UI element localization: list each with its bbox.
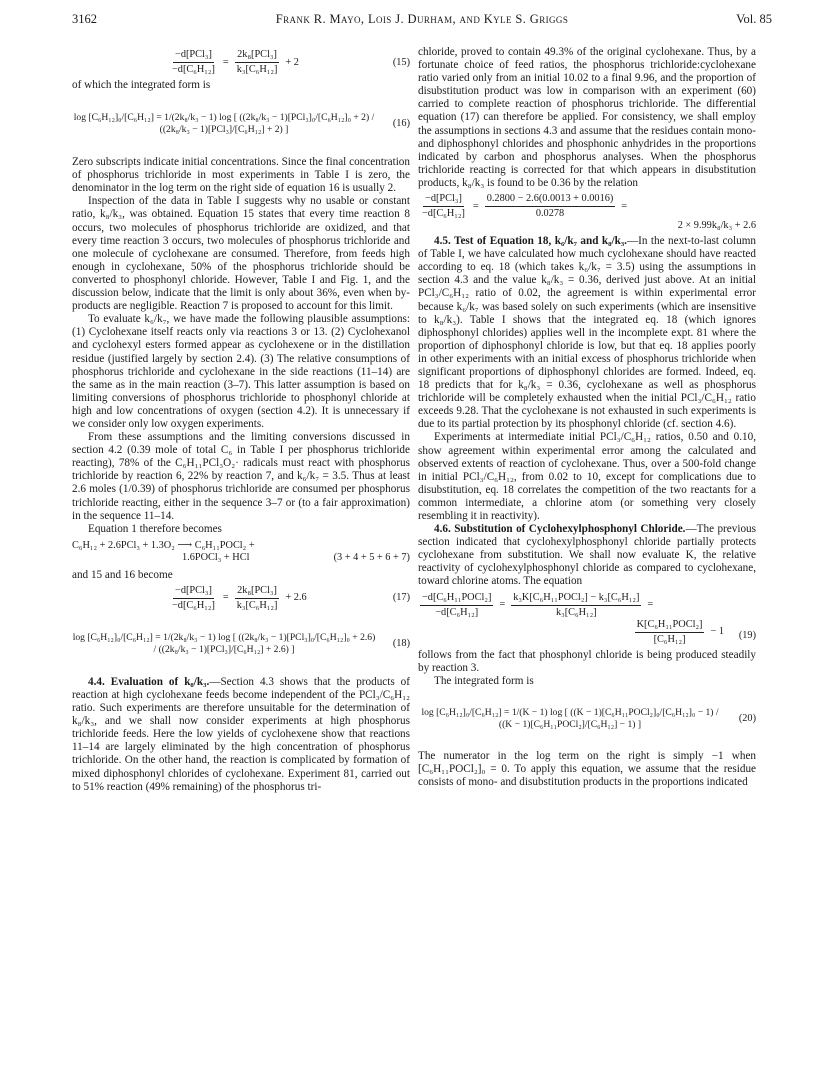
page-number: 3162 — [72, 12, 97, 26]
equation-16: log [C₆H₁₂]₀/[C₆H₁₂] = 1/(2k₈/k₃ − 1) log [ ((2k₈/k₃ − 1)[PCl₃]₀/[C₆H₁₂]₀ + 2) / ((2k₈/k₃ − 1)[PCl₃]/[C₆H₁₂] + 2) ] (16) — [73, 112, 410, 136]
left-column — [72, 46, 410, 794]
section-heading: 4.4. Evaluation of k₈/k₃. — [88, 675, 210, 688]
paragraph: of which the integrated form is — [72, 79, 211, 91]
section-4-5: 4.5. Test of Equation 18, k₆/k₇ and k₈/k₃.—In the next-to-last column of Table I, we have calculated how much cyclohexane should have reacted according to eq. 18 (which takes k₆/k₇ = 3.5) using the assumptions in section 4.3 and the value k₈/k₃ = 0.36, derived just above. At an initial PCl₃/C₆H₁₂ ratio of 0.02, the agreement is within experimental error because k₆/k₇ was based solely on such experiments (which are insensitive to k₈/k₃). Table I shows that the integrated eq. 18 (which ignores diphosphonyl chlorides) applies well in the incomplete expt. 81 where the proportion of diphosphonyl chloride is low, but that eq. 18 applies poorly in other experiments with an initial excess of phosphorus trichloride when significant proportions of diphosphonyl chlorides are formed. Indeed, eq. 18 predicts that for k₈/k₃ = 0.36, cyclohexane as well as phosphorus trichloride will be completely exhausted when the initial PCl₃/C₆H₁₂ ratio exceeds 9.28. That the cyclohexane is not exhausted in such experiments is due to its partial protection by its phosphonyl chloride (cf. section 4.6). — [418, 235, 756, 431]
running-header — [72, 12, 772, 32]
equation-18: log [C₆H₁₂]₀/[C₆H₁₂] = 1/(2k₈/k₃ − 1) log [ ((2k₈/k₃ − 1)[PCl₃]₀/[C₆H₁₂]₀ + 2.6) / ((2k₈/k₃ − 1)[PCl₃]/[C₆H₁₂] + 2.6) ] (18) — [72, 631, 410, 655]
section-heading: 4.6. Substitution of Cyclohexylphosphonyl Chloride. — [434, 523, 686, 536]
volume-number: Vol. 85 — [736, 12, 772, 26]
equation-19: $\frac{\text{−d[C₆H₁₁POCl₂]}}{\text{−d[C₆H₁₂]}}$ = $\frac{\text{k₃K[C₆H₁₁POCl₂] − k₃[C₆H₁₂]}}{\text{k₃[C₆H₁₂]}}$ = $\frac{\text{K[C₆H₁₁POCl₂]}}{\text{[C₆H₁₂]}}$ − 1 (19) — [422, 591, 756, 645]
equation-number: (20) — [738, 712, 756, 724]
equation-17: $\frac{\text{−d[PCl₃]}}{\text{−d[C₆H₁₂]}}$ = $\frac{\text{2k₈[PCl₃]}}{\text{k₃[C₆H₁₂]}}$ + 2.6 (17) — [172, 584, 410, 611]
section-4-4: 4.4. Evaluation of k₈/k₃.—Section 4.3 shows that the products of reaction at high cyclohexane feeds become independent of the PCl₃/C₆H₁₂ ratio. Such experiments are therefore unsuitable for the determination of k₈/k₃, and we shall now consider experiments at high phosphorus trichloride feeds. Here the low yields of cyclohexene show that reactions 11–14 are largely eliminated by the high concentration of phosphorus trichloride. On the other hand, the reaction is complicated by formation of mixed diphosphonyl chlorides of cyclohexane. Experiment 81, carried out to 51% reaction (49% remaining) of the phosphorus tri- — [72, 675, 410, 793]
paragraph: Experiments at intermediate initial PCl₃/C₆H₁₂ ratios, 0.50 and 0.10, show agreement within experimental error among the calculated and observed extents of reaction of cyclohexane. Thus, over a 500-fold change in initial PCl₃/C₆H₁₂, from 0.02 to 10, except for complications due to disubstitution, eq. 18 correlates the competition of the two reactants for a common intermediate, a chlorine atom (or something very closely resembling it in reactivity). — [418, 431, 756, 522]
running-head-authors: Frank R. Mayo, Lois J. Durham, and Kyle S. Griggs — [275, 12, 569, 26]
paragraph: The numerator in the log term on the right is simply −1 when [C₆H₁₁POCl₂]₀ = 0. To apply this equation, we assume that the residue consists of mono- and disubstitution products in the proportions indicated — [418, 749, 756, 789]
section-heading: 4.5. Test of Equation 18, k₆/k₇ and k₈/k₃. — [434, 235, 627, 248]
section-4-6: 4.6. Substitution of Cyclohexylphosphonyl Chloride.—The previous section indicated that cyclohexylphosphonyl chloride partially protects cyclohexane from substitution. We shall now evaluate K, the relative reactivity of cyclohexylphosphonyl chloride as compared to cyclohexane, toward chlorine atoms. The equation — [418, 523, 756, 588]
paragraph: Zero subscripts indicate initial concentrations. Since the final concentration of phosphorus trichloride in most experiments in Table I is zero, the denominator in the log term on the right side of equation 16 is usually 2. — [72, 156, 410, 195]
equation-20: log [C₆H₁₂]₀/[C₆H₁₂] = 1/(K − 1) log [ ((K − 1)[C₆H₁₁POCl₂]₀/[C₆H₁₂]₀ − 1) / ((K − 1)[C₆H₁₁POCl₂]/[C₆H₁₂] − 1) ] (20) — [421, 706, 756, 730]
equation-number: (19) — [738, 629, 756, 641]
overall-reaction: C₆H₁₂ + 2.6PCl₃ + 1.3O₂ ⟶ C₆H₁₁POCl₂ + 1.6POCl₃ + HCl (3 + 4 + 5 + 6 + 7) — [72, 539, 410, 564]
paragraph: From these assumptions and the limiting conversions discussed in section 4.2 (0.39 mole of total C₆ in Table I per phosphorus trichloride reacting), 78% of the C₆H₁₁PCl₃O₂· radicals must react with phosphorus trichloride by reaction 6, 22% by reaction 7, and k₆/k₇ = 3.5. Thus at least 2.6 moles (1/0.39) of phosphorus trichloride are consumed per phosphorus trichloride reacting, either in the sequence 3–7 or (to a fair approximation) in the sequence 11–14. — [72, 431, 410, 522]
paragraph: Inspection of the data in Table I suggests why no usable or constant ratio, k₈/k₃, was obtained. Equation 15 states that every time reaction 8 occurs, two molecules of phosphorus trichloride are oxidized, and that every time reaction 3 occurs, two molecules of phosphorus trichloride and one molecule of cyclohexane are consumed. Therefore, from feeds high enough in cyclohexane, 50% of the phosphorus trichloride should be converted to phosphonyl chloride. However, Table I and Fig. 1, and the discussion below, indicate that the limit is only about 36%, even when by-products are negligible. Reaction 7 is proposed to account for this limit. — [72, 195, 410, 313]
paragraph: chloride, proved to contain 49.3% of the original cyclohexane. Thus, by a fortunate choice of feed ratios, the phosphorus trichloride:cyclohexane ratio varied only from an initial 10.02 to a final 9.96, and the proportion of disubstitution product was low in comparison with an experiment (60) carried to complete reaction of phosphorus trichloride. The differential equation (17) can therefore be applied. For consistency, we shall employ the assumptions in sections 4.3 and assume that the residues contain mono- and diphosphonyl chlorides and phosphonic anhydrides in the proportions indicated by carbon and phosphorus analyses. When the phosphorus trichloride reacting is corrected for that which appears in disubstitution products, k₈/k₃ is found to be 0.36 by the relation — [418, 46, 756, 189]
paragraph: Equation 1 therefore becomes — [88, 522, 222, 535]
equation-number: (17) — [392, 592, 410, 604]
equation-number: (18) — [392, 637, 410, 649]
paragraph: follows from the fact that phosphonyl chloride is being produced steadily by reaction 3. — [418, 648, 756, 674]
right-column — [418, 46, 756, 789]
equation-relation: $\frac{\text{−d[PCl₃]}}{\text{−d[C₆H₁₂]}}$ = $\frac{0.2800 - 2.6(0.0013 + 0.0016)}{0.0278}$ = 2 × 9.99k₈/k₃ + 2.6 — [422, 193, 756, 232]
equation-number: (16) — [392, 118, 410, 130]
equation-15: $\frac{\text{−d[PCl₃]}}{\text{−d[C₆H₁₂]}}$ = $\frac{\text{2k₈[PCl₃]}}{\text{k₃[C₆H₁₂]}}$ + 2 (15) — [172, 49, 410, 75]
paragraph: and 15 and 16 become — [72, 568, 173, 581]
equation-number: (15) — [392, 56, 410, 68]
paragraph: The integrated form is — [434, 674, 534, 687]
paragraph: To evaluate k₆/k₇, we have made the following plausible assumptions: (1) Cyclohexane itself reacts only via reactions 3 or 13. (2) Cyclohexanol and cyclohexyl esters formed appear as cyclohexene or in the distillation residue (justified largely by section 2.4). (3) The relative consumptions of phosphorus trichloride and cyclohexane in the side reactions (11–14) are the same as in the main reaction (3–7). This latter assumption is based on limiting conversions of phosphorus trichloride to phosphonyl chloride at high and low concentrations of oxygen (section 4.2). It is unnecessary if we consider only low oxygen experiments. — [72, 313, 410, 430]
